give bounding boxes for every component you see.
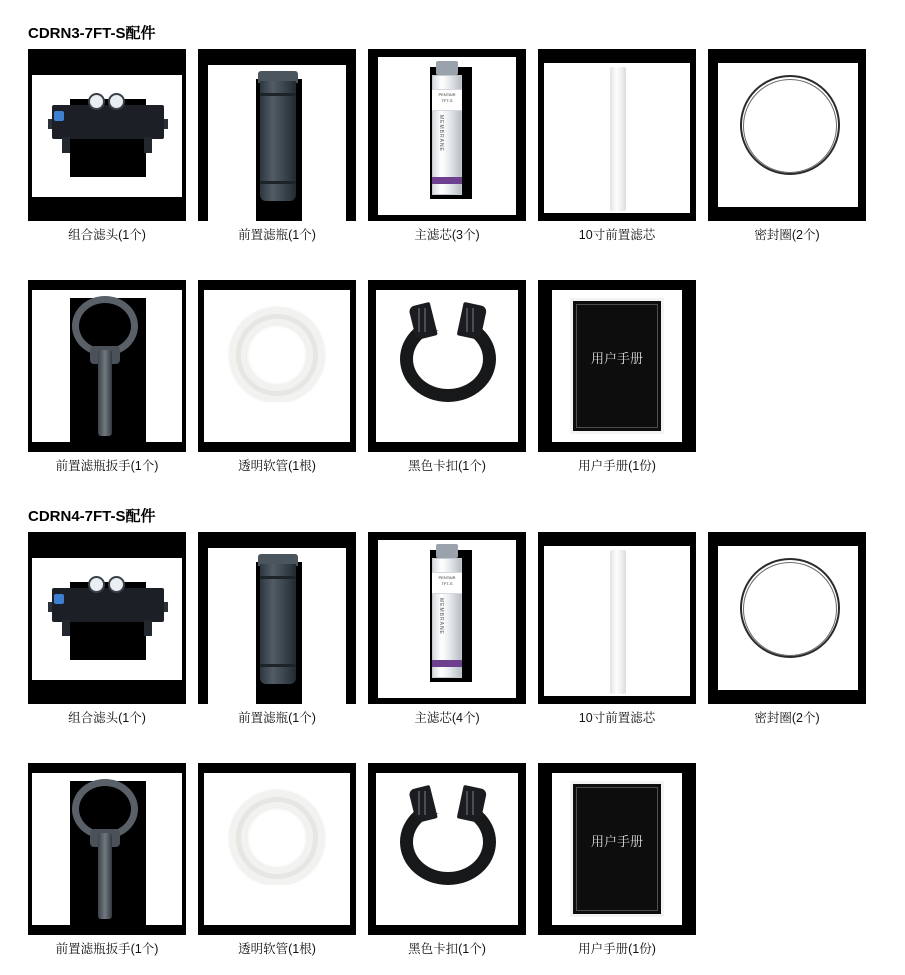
user-manual-cover-text: 用户手册	[590, 351, 643, 366]
accessory-caption: 10寸前置滤芯	[578, 711, 656, 725]
accessory-item-user-manual[interactable]	[538, 763, 696, 957]
user-manual-image	[538, 280, 696, 452]
manifold-head-image	[28, 532, 186, 704]
accessory-caption: 前置滤瓶扳手(1个)	[55, 942, 159, 956]
cartridge-side-text: MEMBRANE	[438, 598, 444, 635]
ten-inch-sediment-filter-image	[538, 532, 696, 704]
accessory-item-prefilter-housing[interactable]	[198, 532, 356, 726]
accessory-item-sediment-filter[interactable]	[538, 532, 696, 726]
accessory-item-wrench[interactable]	[28, 763, 186, 957]
cartridge-label	[432, 572, 462, 594]
manifold-head-image	[28, 49, 186, 221]
main-filter-cartridge-image	[368, 532, 526, 704]
accessory-row	[0, 49, 905, 249]
accessory-caption: 透明软管(1根)	[238, 942, 316, 956]
cartridge-model: TFT-S	[441, 581, 453, 586]
accessory-caption: 前置滤瓶(1个)	[238, 228, 316, 242]
main-filter-cartridge-image	[368, 49, 526, 221]
accessory-caption: 前置滤瓶扳手(1个)	[55, 459, 159, 473]
accessory-caption: 密封圈(2个)	[754, 228, 820, 242]
accessory-caption: 主滤芯(3个)	[414, 228, 480, 242]
accessory-item-main-cartridge[interactable]	[368, 532, 526, 726]
prefilter-housing-image	[198, 49, 356, 221]
accessory-item-o-ring[interactable]	[708, 49, 866, 243]
accessory-row	[0, 532, 905, 732]
accessory-caption: 组合滤头(1个)	[68, 711, 146, 725]
accessory-item-wrench[interactable]	[28, 280, 186, 474]
accessory-caption: 用户手册(1份)	[578, 942, 656, 956]
accessory-caption: 密封圈(2个)	[754, 711, 820, 725]
accessory-caption: 10寸前置滤芯	[578, 228, 656, 242]
cartridge-label	[432, 89, 462, 111]
accessory-item-prefilter-housing[interactable]	[198, 49, 356, 243]
accessory-caption: 前置滤瓶(1个)	[238, 711, 316, 725]
transparent-tubing-image	[198, 280, 356, 452]
housing-wrench-image	[28, 763, 186, 935]
user-manual-cover-text: 用户手册	[590, 834, 643, 849]
housing-wrench-image	[28, 280, 186, 452]
accessory-item-main-cartridge[interactable]	[368, 49, 526, 243]
section-cdrn4	[0, 505, 905, 956]
accessory-item-tubing[interactable]	[198, 763, 356, 957]
accessory-caption: 组合滤头(1个)	[68, 228, 146, 242]
accessory-item-clamp[interactable]	[368, 763, 526, 957]
accessory-item-clamp[interactable]	[368, 280, 526, 474]
cartridge-side-text: MEMBRANE	[438, 115, 444, 152]
accessory-row	[0, 763, 905, 963]
accessory-item-tubing[interactable]	[198, 280, 356, 474]
user-manual-image	[538, 763, 696, 935]
cartridge-brand: PENTAIR	[438, 92, 456, 97]
accessory-item-manifold-head[interactable]	[28, 49, 186, 243]
accessory-caption: 主滤芯(4个)	[414, 711, 480, 725]
accessory-caption: 透明软管(1根)	[238, 459, 316, 473]
o-ring-seal-image	[708, 532, 866, 704]
accessory-item-o-ring[interactable]	[708, 532, 866, 726]
black-clamp-image	[368, 763, 526, 935]
cartridge-model: TFT-S	[441, 98, 453, 103]
accessory-row	[0, 280, 905, 480]
accessory-caption: 黑色卡扣(1个)	[408, 942, 486, 956]
accessory-item-manifold-head[interactable]	[28, 532, 186, 726]
black-clamp-image	[368, 280, 526, 452]
section-title: CDRN3-7FT-S配件	[28, 25, 156, 42]
accessory-caption: 用户手册(1份)	[578, 459, 656, 473]
accessory-item-sediment-filter[interactable]	[538, 49, 696, 243]
section-title: CDRN4-7FT-S配件	[28, 508, 156, 525]
transparent-tubing-image	[198, 763, 356, 935]
accessory-caption: 黑色卡扣(1个)	[408, 459, 486, 473]
cartridge-brand: PENTAIR	[438, 575, 456, 580]
ten-inch-sediment-filter-image	[538, 49, 696, 221]
accessory-item-user-manual[interactable]	[538, 280, 696, 474]
section-cdrn3	[0, 22, 905, 473]
o-ring-seal-image	[708, 49, 866, 221]
prefilter-housing-image	[198, 532, 356, 704]
